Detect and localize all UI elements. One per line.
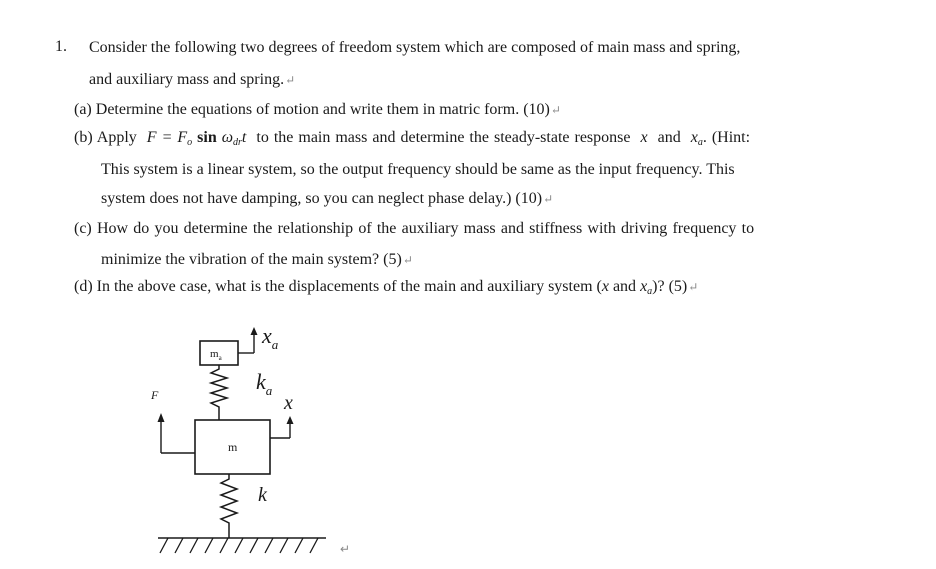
main-spring [221,474,237,538]
part-c-line-2-text: minimize the vibration of the main system? (5) [101,251,402,268]
return-mark: ↵ [550,103,561,117]
part-a [74,100,561,120]
part-d-suffix: )? (5) [652,278,688,295]
part-b-prefix: (b) Apply [74,129,137,146]
part-d-x: x [601,278,609,295]
part-b-line-3-text: system does not have damping, so you can neglect phase delay.) (10) [101,190,543,207]
return-mark: ↵ [340,542,351,556]
part-b-xa-sub: a [697,137,703,148]
formula-F: F [146,129,157,146]
part-b-x: x [640,129,648,146]
main-mass-label: m [228,440,238,454]
part-b-line-2 [101,160,735,180]
return-mark: ↵ [543,192,554,206]
part-d-xa: x [640,278,648,295]
two-dof-system-diagram [140,315,380,569]
part-d [74,277,698,302]
formula-t: t [241,129,247,146]
aux-disp-label: $x_a$ [262,323,279,352]
return-mark: ↵ [402,253,413,267]
part-c-line-1 [74,219,754,239]
intro-line-2 [89,70,295,90]
problem-number: 1. [55,38,67,55]
part-c-line-2 [101,250,413,270]
intro-line-1-text: Consider the following two degrees of freedom system which are composed of main mass and spring, [89,39,741,56]
aux-spring-label: $k_a$ [256,369,273,398]
formula-eq: = F [156,129,188,146]
part-b-and: and [657,129,681,146]
main-disp-label: x [284,392,293,414]
main-spring-label: k [258,484,267,506]
part-b-line-3 [101,189,553,209]
formula-sub-o: o [187,137,193,148]
part-c-line-1-text: (c) How do you determine the relationship of the auxiliary mass and stiffness with driving frequency to [74,220,755,237]
main-disp-arrow-icon [287,416,294,424]
ground-hatch [160,538,318,553]
aux-mass-label: $m_a$ [210,348,222,362]
part-d-xa-sub: a [647,286,653,297]
intro-line-2-text: and auxiliary mass and spring. [89,71,285,88]
part-b-xa: x [690,129,698,146]
part-b-hint: . (Hint: [702,129,751,146]
part-d-prefix: (d) In the above case, what is the displacements of the main and auxiliary system ( [74,278,602,295]
part-b-mid: to the main mass and determine the steady-state response [256,129,631,146]
formula-sub-dr: dr [233,137,242,148]
intro-line-1 [89,38,740,58]
force-arrow-icon [158,413,165,422]
return-mark: ↵ [285,73,296,87]
aux-disp-arrow-icon [251,327,258,335]
aux-spring [211,365,227,420]
force-label: F [151,388,159,402]
return-mark: ↵ [688,280,699,294]
part-b-line-1 [74,128,750,153]
formula-sin: sin [197,129,217,146]
part-a-text: (a) Determine the equations of motion and write them in matric form. (10) [74,101,550,118]
part-b-line-2-text: This system is a linear system, so the output frequency should be same as the input frequency. This [101,161,735,178]
part-d-and: and [608,278,641,295]
formula-omega: ω [221,129,234,146]
